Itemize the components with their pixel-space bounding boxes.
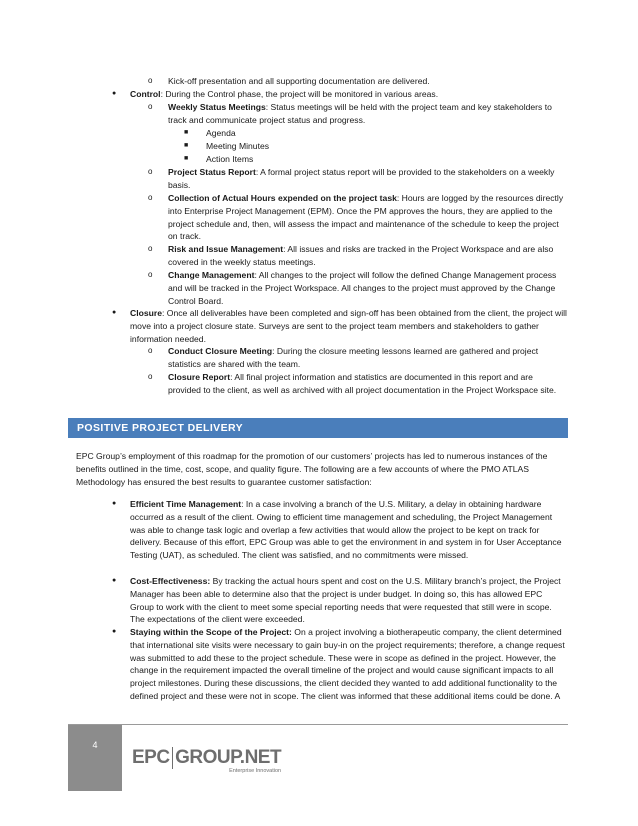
- intro-paragraph: EPC Group’s employment of this roadmap for the promotion of our customers’ projects has led to numerous instances of the benefits outlined in the time, cost, scope, and quality figure. The following are a few accounts of where the PMO ATLAS Methodology has ensured the best results to guarantee customer satisfaction:: [76, 451, 548, 487]
- bullet-marker: ●: [112, 90, 117, 97]
- list-item: [148, 243, 567, 269]
- list-item-label: Project Status Report: [168, 167, 256, 177]
- list-item-body: : All issues and risks are tracked in the Project Workspace and are also covered in the weekly status meetings.: [168, 244, 554, 267]
- epc-group-logo: [132, 747, 281, 774]
- bullet-marker: o: [148, 270, 153, 279]
- list-item-text: [168, 345, 567, 371]
- logo-group-text: GROUP.NET: [175, 747, 282, 768]
- list-item: [148, 371, 567, 397]
- list-item: [148, 345, 567, 371]
- list-item-text: [206, 127, 567, 140]
- list-item-body: On a project involving a biotherapeutic company, the client determined that international site visits were necessary to gain buy-in on the project requirements; therefore, a change request was submitted to add these to the project schedule. These were in scope as defined in the project. However, the change in the requirement impacted the overall timeline of the project and would cause significant impacts to all project milestones. During these discussions, the client decided they wanted to add additional functionality to the defined project and these were not in scope. The client was informed that these additional items could be done. A: [130, 627, 565, 701]
- bullet-marker: o: [148, 346, 153, 355]
- list-item-text: [130, 626, 567, 703]
- section-heading-bar: [68, 418, 568, 438]
- list-item: [112, 88, 567, 101]
- list-item-label: Change Management: [168, 270, 255, 280]
- list-item-text: [206, 140, 567, 153]
- bullet-marker: o: [148, 76, 153, 85]
- bullet-marker: ●: [112, 309, 117, 316]
- list-item-text: [206, 153, 567, 166]
- list-item: [112, 626, 567, 703]
- bullet-marker: ■: [184, 129, 189, 136]
- list-item-body: : All final project information and statistics are documented in this report and are provided to the client, as well as archived with all project documentation in the Project Workspace site.: [168, 372, 557, 395]
- list-item-text: [168, 166, 567, 192]
- bullet-marker: ■: [184, 142, 189, 149]
- list-item-body: Action Items: [206, 154, 254, 164]
- list-item: [184, 140, 567, 153]
- list-item-body: : Hours are logged by the resources directly into Enterprise Project Management (EPM). Once the PM approves the hours, they are applied to the project schedule and, then, will assess the impact and maintenance of the schedule to keep the project on track.: [168, 193, 564, 242]
- list-item-body: By tracking the actual hours spent and cost on the U.S. Military branch’s project, the Project Manager has been able to determine also that the project is under budget. In doing so, this has allowed EPC Group to work with the client to meet some special reporting needs that were requested that still were in scope. The expectations of the client were exceeded.: [130, 576, 561, 625]
- list-item-text: [168, 192, 567, 243]
- list-item-text: [130, 498, 567, 562]
- logo-group: [175, 747, 281, 774]
- list-item-body: : During the Control phase, the project will be monitored in various areas.: [160, 89, 439, 99]
- logo-divider: [172, 747, 174, 769]
- list-item-text: [168, 371, 567, 397]
- bullet-marker: ●: [112, 577, 117, 584]
- list-item-body: : Status meetings will be held with the project team and key stakeholders to track and communicate project status and progress.: [168, 102, 552, 125]
- logo-tagline: Enterprise Innovation: [229, 768, 282, 774]
- bullet-marker: o: [148, 193, 153, 202]
- bullet-marker: ●: [112, 500, 117, 507]
- logo-epc-text: EPC: [132, 747, 170, 768]
- list-item: [148, 75, 567, 88]
- list-item-label: Cost-Effectiveness:: [130, 576, 211, 586]
- list-item-label: Closure Report: [168, 372, 231, 382]
- list-item: [112, 307, 567, 345]
- list-item-text: [168, 243, 567, 269]
- list-item: [112, 498, 567, 562]
- bullet-marker: o: [148, 372, 153, 381]
- page-number: 4: [92, 740, 98, 750]
- list-item-label: Efficient Time Management: [130, 499, 242, 509]
- list-item-text: [130, 307, 567, 345]
- section-title: POSITIVE PROJECT DELIVERY: [77, 422, 243, 434]
- bullet-marker: o: [148, 167, 153, 176]
- list-item-label: Collection of Actual Hours expended on the project task: [168, 193, 397, 203]
- list-item-body: Agenda: [206, 128, 236, 138]
- footer-divider: [68, 724, 568, 725]
- list-item-label: Control: [130, 89, 161, 99]
- list-item-text: [130, 575, 567, 626]
- list-item-label: Risk and Issue Management: [168, 244, 284, 254]
- list-item: [184, 153, 567, 166]
- list-item-body: : A formal project status report will be provided to the stakeholders on a weekly basis.: [168, 167, 555, 190]
- list-item-body: Kick-off presentation and all supporting documentation are delivered.: [168, 76, 430, 86]
- list-item-text: [168, 101, 567, 127]
- list-item-label: Weekly Status Meetings: [168, 102, 266, 112]
- bullet-marker: o: [148, 102, 153, 111]
- list-item-body: : In a case involving a branch of the U.S. Military, a delay in obtaining hardware occurred as a result of the client. Owing to efficient time management and scheduling, the Project Management was able to change task logic and overlap a few activities that would allow the project to be kept on track for delivery. Because of this effort, EPC Group was able to get the environment in and system in for User Acceptance Testing (UAT), as scheduled. The client was satisfied, and no commitments were missed.: [130, 499, 562, 561]
- page-number-block: [68, 725, 122, 791]
- bullet-marker: ■: [184, 155, 189, 162]
- bullet-marker: ●: [112, 628, 117, 635]
- list-item: [184, 127, 567, 140]
- bullet-marker: o: [148, 244, 153, 253]
- list-item-text: [168, 269, 567, 307]
- list-item: [148, 192, 567, 243]
- list-item: [112, 575, 567, 626]
- list-item-label: Staying within the Scope of the Project:: [130, 627, 292, 637]
- list-item-body: : All changes to the project will follow the defined Change Management process and will be tracked in the Project Workspace. All changes to the project must approved by the Change Control Board.: [168, 270, 557, 306]
- list-item-body: Meeting Minutes: [206, 141, 270, 151]
- list-item: [148, 269, 567, 307]
- list-item-text: [130, 88, 567, 101]
- list-item-label: Closure: [130, 308, 162, 318]
- list-item: [148, 101, 567, 127]
- list-item: [148, 166, 567, 192]
- list-item-body: : Once all deliverables have been completed and sign-off has been obtained from the client, the project will move into a project closure state. Surveys are sent to the project team members and stakeholders to gather information needed.: [130, 308, 567, 344]
- list-item-body: : During the closure meeting lessons learned are gathered and project statistics are shared with the team.: [168, 346, 539, 369]
- list-item-text: [168, 75, 567, 88]
- list-item-label: Conduct Closure Meeting: [168, 346, 273, 356]
